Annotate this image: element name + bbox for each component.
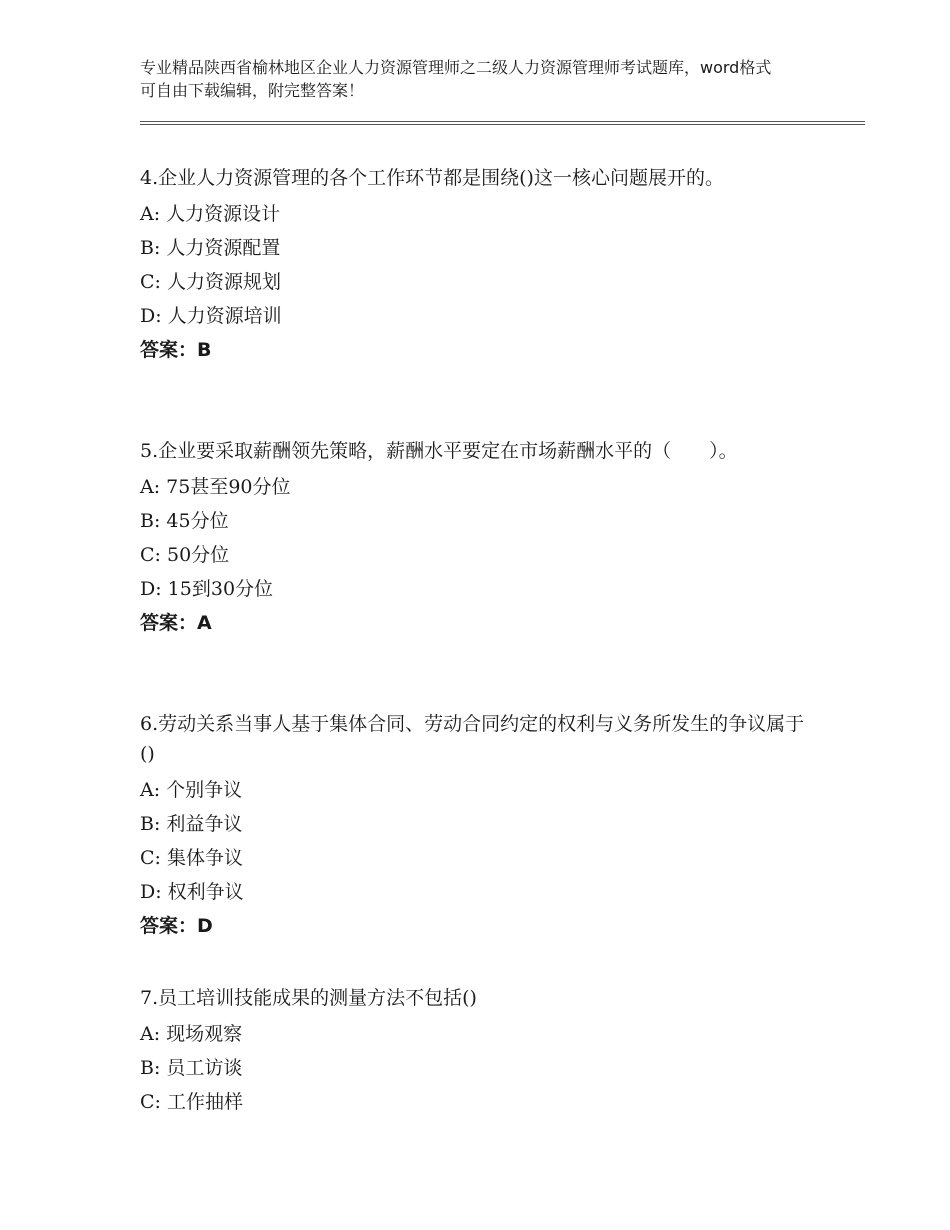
option-b: B: 利益争议 bbox=[140, 813, 243, 835]
question-4 bbox=[140, 163, 810, 367]
option-c: C: 50分位 bbox=[140, 544, 230, 566]
answer-line: 答案：A bbox=[140, 612, 212, 634]
question-stem: 4.企业人力资源管理的各个工作环节都是围绕()这一核心问题展开的。 bbox=[140, 167, 724, 189]
option-c: C: 集体争议 bbox=[140, 847, 243, 869]
answer-line: 答案：B bbox=[140, 339, 212, 361]
document-header: 专业精品陕西省榆林地区企业人力资源管理师之二级人力资源管理师考试题库，word格式可自由下载编辑，附完整答案！ bbox=[140, 58, 772, 100]
answer-line: 答案：D bbox=[140, 915, 213, 937]
header-rule-top bbox=[140, 121, 865, 122]
question-6 bbox=[140, 709, 810, 943]
option-d: D: 人力资源培训 bbox=[140, 305, 282, 327]
option-a: A: 75甚至90分位 bbox=[140, 476, 291, 498]
option-d: D: 权利争议 bbox=[140, 881, 244, 903]
option-c: C: 工作抽样 bbox=[140, 1091, 243, 1113]
question-7 bbox=[140, 983, 810, 1119]
header-rule-bottom bbox=[140, 124, 865, 125]
option-a: A: 人力资源设计 bbox=[140, 203, 281, 225]
question-stem: 7.员工培训技能成果的测量方法不包括() bbox=[140, 987, 477, 1009]
question-stem: 6.劳动关系当事人基于集体合同、劳动合同约定的权利与义务所发生的争议属于() bbox=[140, 713, 805, 765]
option-c: C: 人力资源规划 bbox=[140, 271, 281, 293]
option-b: B: 45分位 bbox=[140, 510, 229, 532]
option-b: B: 员工访谈 bbox=[140, 1057, 243, 1079]
option-a: A: 现场观察 bbox=[140, 1023, 243, 1045]
question-stem: 5.企业要采取薪酬领先策略，薪酬水平要定在市场薪酬水平的（ ）。 bbox=[140, 440, 738, 462]
question-5 bbox=[140, 436, 810, 640]
option-d: D: 15到30分位 bbox=[140, 578, 274, 600]
option-b: B: 人力资源配置 bbox=[140, 237, 281, 259]
option-a: A: 个别争议 bbox=[140, 779, 243, 801]
